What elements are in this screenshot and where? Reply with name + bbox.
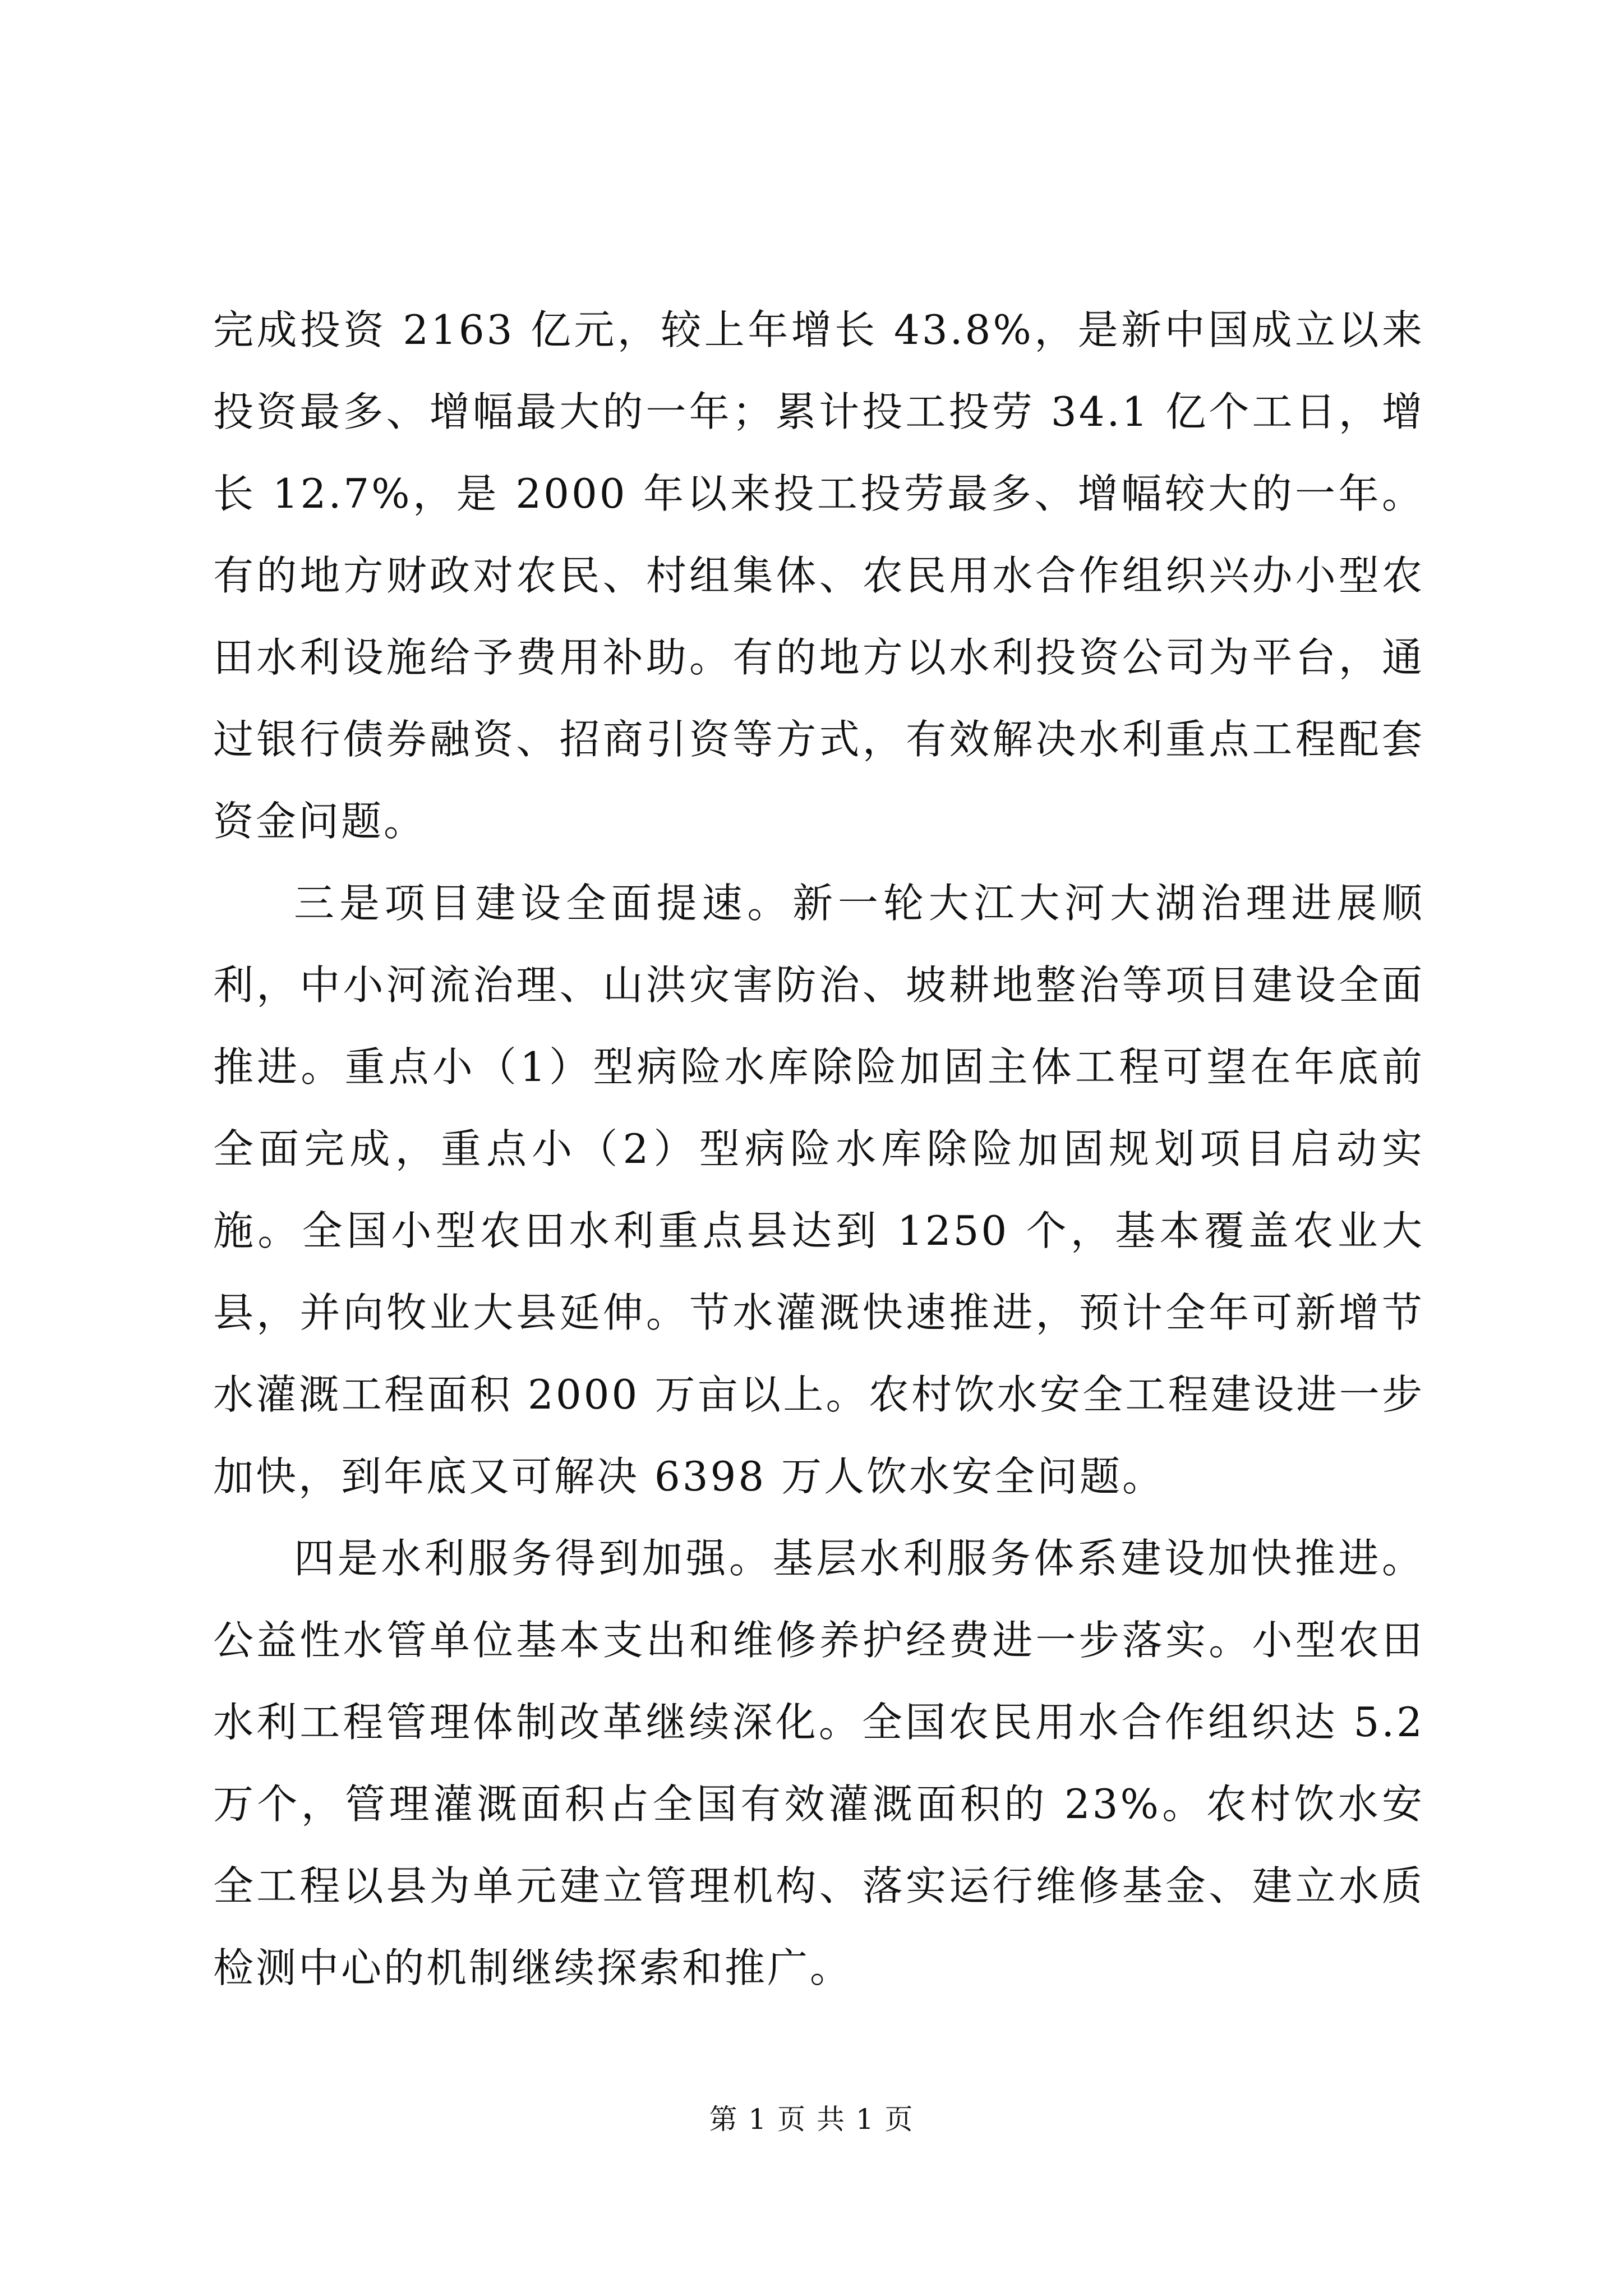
- paragraph-investment: 完成投资 2163 亿元，较上年增长 43.8%，是新中国成立以来投资最多、增幅最大的一年；累计投工投劳 34.1 亿个工日，增长 12.7%，是 2000 年以来投工投劳最多、增幅较大的一年。有的地方财政对农民、村组集体、农民用水合作组织兴办小型农田水利设施给予费用补助。有的地方以水利投资公司为平台，通过银行债券融资、招商引资等方式，有效解决水利重点工程配套资金问题。: [213, 306, 1424, 845]
- paragraph-project-construction: 三是项目建设全面提速。新一轮大江大河大湖治理进展顺利，中小河流治理、山洪灾害防治、坡耕地整治等项目建设全面推进。重点小（1）型病险水库除险加固主体工程可望在年底前全面完成，重点小（2）型病险水库除险加固规划项目启动实施。全国小型农田水利重点县达到 1250 个，基本覆盖农业大县，并向牧业大县延伸。节水灌溉快速推进，预计全年可新增节水灌溉工程面积 2000 万亩以上。农村饮水安全工程建设进一步加快，到年底又可解决 6398 万人饮水安全问题。: [213, 880, 1424, 1500]
- paragraph-water-services: 四是水利服务得到加强。基层水利服务体系建设加快推进。公益性水管单位基本支出和维修养护经费进一步落实。小型农田水利工程管理体制改革继续深化。全国农民用水合作组织达 5.2 万个，管理灌溉面积占全国有效灌溉面积的 23%。农村饮水安全工程以县为单元建立管理机构、落实运行维修基金、建立水质检测中心的机制继续探索和推广。: [213, 1535, 1424, 1991]
- document-body: [213, 289, 1424, 2009]
- page-footer: 第 1 页 共 1 页: [709, 2103, 914, 2136]
